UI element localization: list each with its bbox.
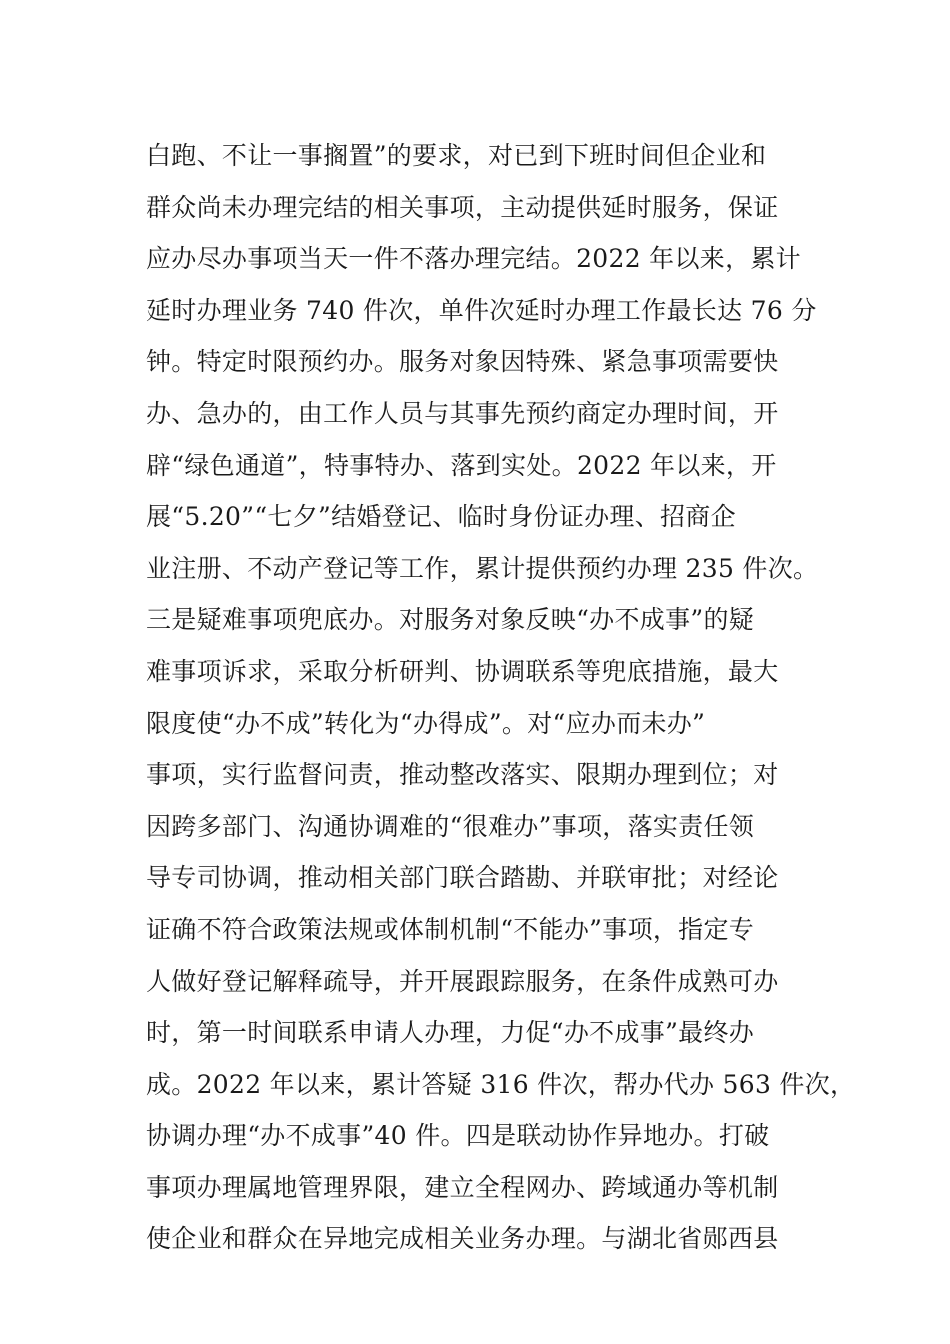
text-line: 证确不符合政策法规或体制机制“不能办”事项，指定专	[146, 914, 755, 944]
text-line: 人做好登记解释疏导，并开展跟踪服务，在条件成熟可办	[146, 966, 779, 996]
text-line: 钟。特定时限预约办。服务对象因特殊、紧急事项需要快	[146, 347, 779, 377]
text-line: 辟“绿色通道”，特事特办、落到实处。2022 年以来，开	[146, 450, 777, 480]
text-line: 时，第一时间联系申请人办理，力促“办不成事”最终办	[146, 1018, 755, 1048]
text-line: 因跨多部门、沟通协调难的“很难办”事项，落实责任领	[146, 811, 755, 841]
text-line: 办、急办的，由工作人员与其事先预约商定办理时间，开	[146, 398, 779, 428]
text-line: 应办尽办事项当天一件不落办理完结。2022 年以来，累计	[146, 244, 801, 274]
text-line: 展“5.20”“七夕”结婚登记、临时身份证办理、招商企	[146, 502, 736, 532]
text-line: 业注册、不动产登记等工作，累计提供预约办理 235 件次。	[146, 553, 819, 583]
text-line: 难事项诉求，采取分析研判、协调联系等兜底措施，最大	[146, 656, 779, 686]
text-line: 导专司协调，推动相关部门联合踏勘、并联审批；对经论	[146, 863, 779, 893]
text-line: 群众尚未办理完结的相关事项，主动提供延时服务，保证	[146, 192, 779, 222]
text-line: 白跑、不让一事搁置”的要求，对已到下班时间但企业和	[146, 141, 767, 170]
text-line: 成。2022 年以来，累计答疑 316 件次，帮办代办 563 件次，	[146, 1069, 856, 1099]
text-line: 事项办理属地管理界限，建立全程网办、跨域通办等机制	[146, 1172, 779, 1202]
text-line: 限度使“办不成”转化为“办得成”。对“应办而未办”	[146, 708, 706, 738]
text-line: 延时办理业务 740 件次，单件次延时办理工作最长达 76 分	[146, 295, 817, 325]
text-line: 三是疑难事项兜底办。对服务对象反映“办不成事”的疑	[146, 605, 755, 635]
text-line: 事项，实行监督问责，推动整改落实、限期办理到位；对	[146, 760, 779, 790]
text-line: 协调办理“办不成事”40 件。四是联动协作异地办。打破	[146, 1121, 770, 1151]
text-line: 使企业和群众在异地完成相关业务办理。与湖北省郧西县	[146, 1224, 779, 1254]
body-text	[146, 130, 856, 1265]
